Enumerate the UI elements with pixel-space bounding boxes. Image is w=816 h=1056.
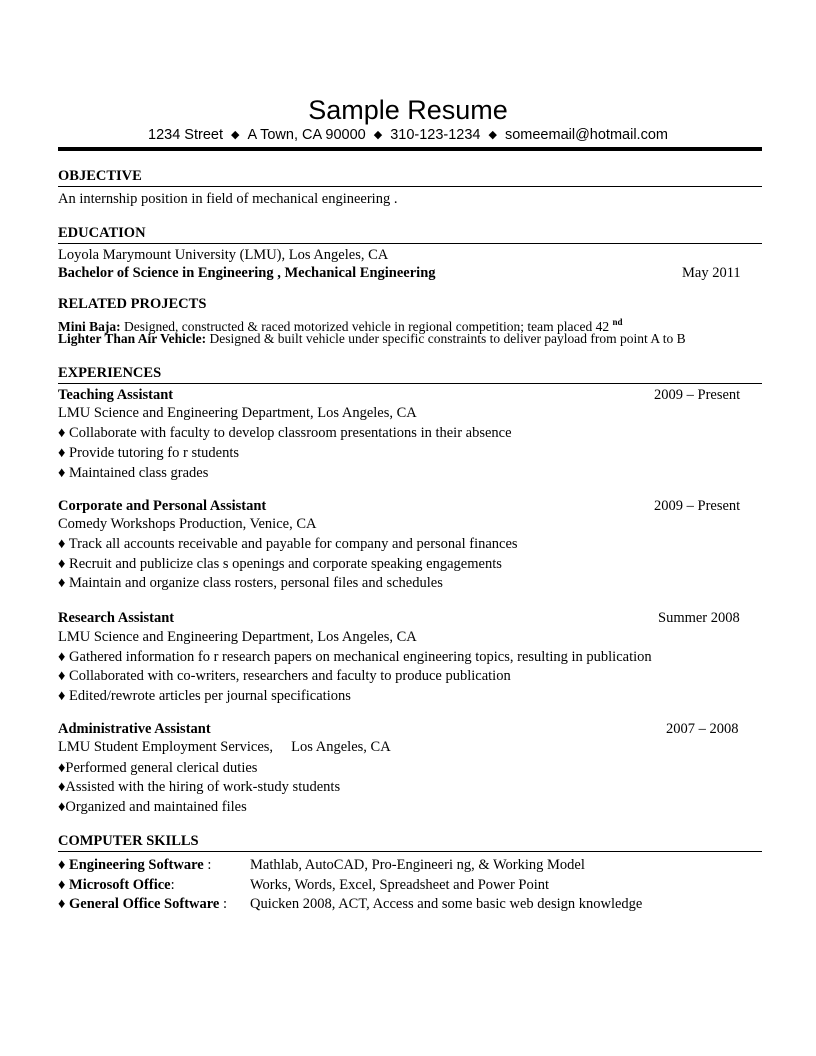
experiences-heading: EXPERIENCES — [58, 365, 762, 384]
diamond-bullet-icon: ♦ — [58, 760, 66, 776]
contact-phone: 310-123-1234 — [390, 127, 481, 143]
job-org: Comedy Workshops Production, Venice, CA — [58, 516, 317, 532]
job-bullet — [58, 759, 762, 777]
skill-value: Quicken 2008, ACT, Access and some basic web design knowledge — [250, 896, 643, 912]
diamond-bullet-icon: ♦ — [58, 465, 66, 481]
skill-label: Engineering Software — [69, 857, 204, 873]
skill-punct: : — [203, 857, 212, 873]
header-rule — [58, 147, 762, 151]
skill-row — [58, 856, 762, 874]
job-bullet — [58, 444, 762, 462]
job-bullet — [58, 464, 762, 482]
diamond-bullet-icon: ♦ — [58, 575, 66, 591]
project-text: Designed & built vehicle under specific constraints to deliver payload from point A to B — [206, 331, 686, 346]
skill-label: General Office Software — [69, 896, 220, 912]
job-date: 2009 – Present — [654, 498, 741, 514]
skill-row — [58, 895, 762, 913]
job-org: LMU Science and Engineering Department, Los Angeles, CA — [58, 629, 417, 645]
job-bullet-text: Organized and maintained files — [65, 799, 247, 815]
contact-street: 1234 Street — [148, 127, 223, 143]
job-title: Research Assistant — [58, 610, 175, 626]
diamond-bullet-icon: ♦ — [58, 445, 66, 461]
diamond-bullet-icon: ♦ — [58, 688, 66, 704]
job-bullet-text: Collaborate with faculty to develop classroom presentations in their absence — [69, 425, 512, 441]
job-date: Summer 2008 — [658, 610, 740, 626]
job-date: 2009 – Present — [654, 387, 741, 403]
skill-value: Works, Words, Excel, Spreadsheet and Power Point — [250, 877, 550, 893]
contact-line — [0, 126, 816, 145]
job-bullet-text: Assisted with the hiring of work-study students — [65, 779, 341, 795]
skill-punct: : — [219, 896, 228, 912]
diamond-bullet-icon: ♦ — [58, 779, 66, 795]
job-org: LMU Student Employment Services, Los Angeles, CA — [58, 739, 391, 755]
project-text: Designed, constructed & raced motorized vehicle in regional competition; team placed 42 — [120, 319, 610, 334]
project-superscript: nd — [612, 317, 623, 327]
diamond-bullet-icon: ♦ — [58, 649, 66, 665]
resume-name: Sample Resume — [308, 95, 508, 125]
job-bullet — [58, 648, 762, 666]
skill-row — [58, 876, 762, 894]
education-date: May 2011 — [682, 265, 741, 281]
objective-heading: OBJECTIVE — [58, 168, 762, 187]
objective-text: An internship position in field of mechanical engineering . — [58, 191, 398, 207]
job-bullet — [58, 778, 762, 796]
skill-value: Mathlab, AutoCAD, Pro-Engineeri ng, & Working Model — [250, 857, 585, 873]
contact-city: A Town, CA 90000 — [247, 127, 366, 143]
job-bullet — [58, 667, 762, 685]
diamond-bullet-icon: ♦ — [58, 896, 66, 912]
job-org: LMU Science and Engineering Department, Los Angeles, CA — [58, 405, 417, 421]
diamond-bullet-icon: ♦ — [58, 668, 66, 684]
diamond-separator-icon: ◆ — [231, 129, 240, 141]
job-bullet-text: Maintained class grades — [69, 465, 209, 481]
diamond-bullet-icon: ♦ — [58, 857, 66, 873]
job-bullet-text: Track all accounts receivable and payable for company and personal finances — [68, 536, 518, 552]
job-bullet — [58, 535, 762, 553]
job-bullet-text: Collaborated with co-writers, researchers and faculty to produce publication — [69, 668, 511, 684]
diamond-bullet-icon: ♦ — [58, 425, 66, 441]
job-bullet — [58, 555, 762, 573]
contact-email: someemail@hotmail.com — [504, 127, 668, 143]
job-title: Administrative Assistant — [58, 721, 211, 737]
project-item — [58, 330, 762, 348]
skill-punct: : — [170, 877, 175, 893]
diamond-separator-icon: ◆ — [488, 129, 497, 141]
diamond-bullet-icon: ♦ — [58, 556, 66, 572]
project-title: Lighter Than Air Vehicle: — [58, 331, 207, 346]
job-bullet — [58, 574, 762, 592]
job-bullet-text: Gathered information fo r research papers on mechanical engineering topics, resulting in publication — [69, 649, 652, 665]
diamond-separator-icon: ◆ — [373, 129, 383, 141]
job-bullet-text: Performed general clerical duties — [65, 760, 258, 776]
project-title: Mini Baja: — [58, 319, 121, 334]
education-degree: Bachelor of Science in Engineering , Mechanical Engineering — [58, 265, 436, 281]
skill-label: Microsoft Office — [69, 877, 171, 893]
job-date: 2007 – 2008 — [666, 721, 739, 737]
job-bullet — [58, 687, 762, 705]
education-heading: EDUCATION — [58, 225, 762, 244]
diamond-bullet-icon: ♦ — [58, 877, 66, 893]
diamond-bullet-icon: ♦ — [58, 799, 66, 815]
job-bullet — [58, 798, 762, 816]
job-bullet — [58, 424, 762, 442]
job-title: Corporate and Personal Assistant — [58, 498, 267, 514]
job-bullet-text: Recruit and publicize clas s openings and corporate speaking engagements — [69, 556, 502, 572]
diamond-bullet-icon: ♦ — [58, 536, 66, 552]
job-bullet-text: Provide tutoring fo r students — [69, 445, 239, 461]
education-school: Loyola Marymount University (LMU), Los Angeles, CA — [58, 247, 389, 263]
projects-heading: RELATED PROJECTS — [58, 296, 207, 312]
job-title: Teaching Assistant — [58, 387, 174, 403]
job-bullet-text: Maintain and organize class rosters, personal files and schedules — [69, 575, 443, 591]
skills-heading: COMPUTER SKILLS — [58, 833, 762, 852]
job-bullet-text: Edited/rewrote articles per journal specifications — [69, 688, 351, 704]
